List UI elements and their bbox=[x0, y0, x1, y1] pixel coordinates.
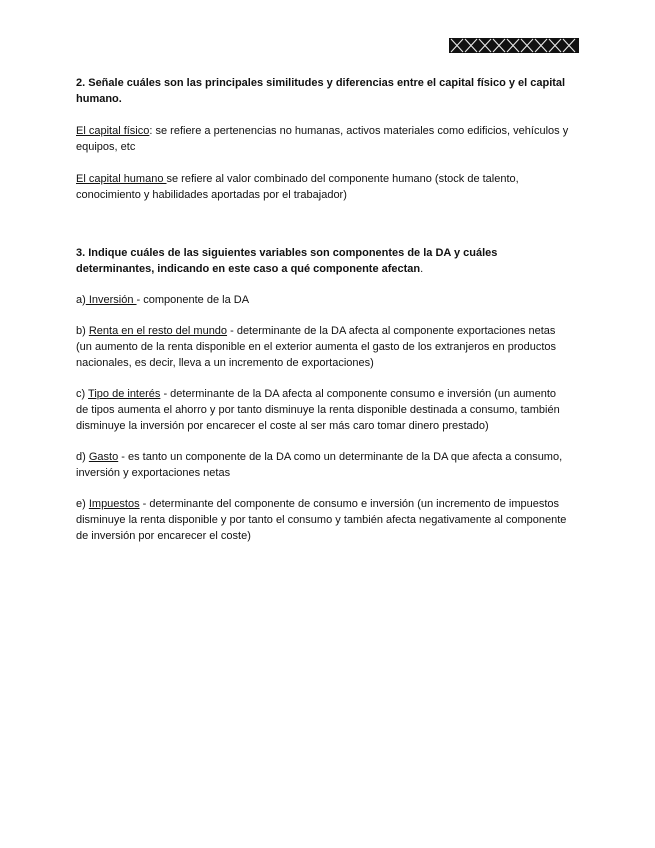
answer-item-prefix: a) bbox=[76, 294, 86, 306]
capital-fisico-text: : se refiere a pertenencias no humanas, activos materiales como edificios, vehículos y equipos, etc bbox=[76, 125, 569, 153]
answer-item-prefix: e) bbox=[76, 498, 89, 510]
answer-item-prefix: c) bbox=[76, 388, 89, 400]
answer-item-text: - es tanto un componente de la DA como un determinante de la DA que afecta a consumo, inversión y exportaciones netas bbox=[76, 451, 563, 479]
capital-humano-paragraph bbox=[76, 171, 571, 203]
answer-item-term: Impuestos bbox=[88, 498, 140, 510]
answer-item-term: Tipo de interés bbox=[88, 388, 161, 400]
capital-fisico-term: El capital físico bbox=[76, 125, 150, 137]
answer-item-d bbox=[76, 449, 571, 481]
answer-item-b bbox=[76, 323, 571, 371]
answer-item-prefix: b) bbox=[76, 325, 89, 337]
question-3-heading-bold: 3. Indique cuáles de las siguientes variables son componentes de la DA y cuáles determinantes, indicando en este caso a qué componente afectan bbox=[76, 247, 498, 275]
answer-item-text: - componente de la DA bbox=[136, 294, 250, 306]
question-3-heading bbox=[76, 245, 571, 277]
answer-item-c bbox=[76, 386, 571, 434]
question-3-heading-end: . bbox=[420, 263, 424, 275]
document-body bbox=[76, 75, 571, 544]
question-2-heading: 2. Señale cuáles son las principales similitudes y diferencias entre el capital físico y el capital humano. bbox=[76, 77, 566, 105]
answer-item-text: - determinante de la DA afecta al componente exportaciones netas (un aumento de la renta disponible en el exterior aumenta el gasto de los extranjeros en productos nacionales, es decir, lleva a un incremento de exportaciones) bbox=[76, 325, 557, 369]
answer-item-e bbox=[76, 496, 571, 544]
answer-item-a bbox=[76, 292, 571, 308]
answer-item-text: - determinante de la DA afecta al componente consumo e inversión (un aumento de tipos aumenta el ahorro y por tanto disminuye la renta disponible destinada a consumo, también disminuye la inversión por encarecer el coste al ser más caro tomar dinero prestado) bbox=[76, 388, 560, 432]
answer-item-term: Gasto bbox=[88, 451, 119, 463]
answer-item-term: Inversión bbox=[85, 294, 137, 306]
capital-humano-text: se refiere al valor combinado del componente humano (stock de talento, conocimiento y habilidades aportadas por el trabajador) bbox=[76, 173, 519, 201]
answer-item-prefix: d) bbox=[76, 451, 89, 463]
redaction-block bbox=[449, 38, 579, 53]
answer-item-term: Renta en el resto del mundo bbox=[88, 325, 228, 337]
answer-item-text: - determinante del componente de consumo e inversión (un incremento de impuestos disminuye la renta disponible y por tanto el consumo y también afecta negativamente al componente de inversión por encarecer el coste) bbox=[76, 498, 567, 542]
redaction-pattern bbox=[449, 38, 579, 53]
capital-fisico-paragraph bbox=[76, 123, 571, 155]
capital-humano-term: El capital humano bbox=[76, 173, 167, 185]
